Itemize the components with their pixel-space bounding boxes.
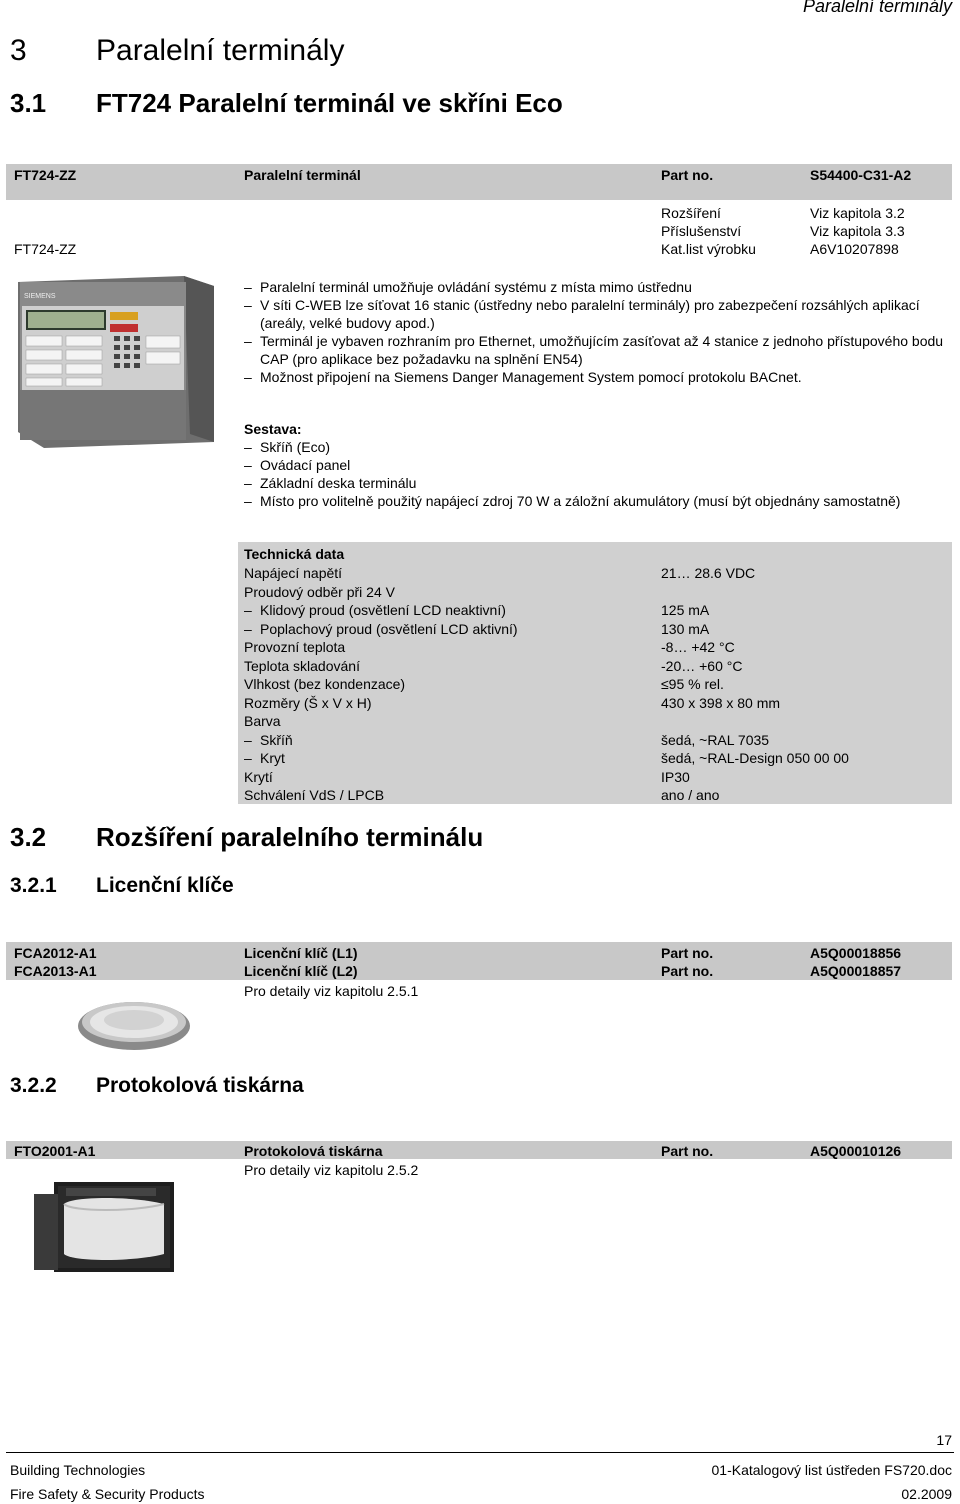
key-code-0: FCA2012-A1 (14, 945, 97, 961)
tech-label: Kryt (260, 750, 285, 766)
tech-row (244, 620, 944, 638)
footer-date: 02.2009 (901, 1486, 952, 1502)
set-item-3: – Místo pro volitelně použitý napájecí zdroj 70 W a záložní akumulátory (musí být objednány samostatně) (244, 492, 934, 510)
printer-code: FTO2001-A1 (14, 1143, 96, 1159)
tech-value: 130 mA (661, 620, 710, 637)
panel-brand: SIEMENS (24, 293, 56, 300)
tech-label: Skříň (260, 731, 293, 748)
tech-value: 430 x 398 x 80 mm (661, 694, 781, 711)
subsection-title: Protokolová tiskárna (96, 1074, 304, 1097)
printer-partno-label: Part no. (661, 1143, 714, 1159)
tech-value: -20… +60 °C (661, 657, 743, 674)
meta-label-1: Příslušenství (661, 223, 742, 239)
tech-row (244, 564, 944, 582)
footer-doc-name: 01-Katalogový list ústředen FS720.doc (711, 1462, 952, 1478)
tech-row (244, 601, 944, 619)
partno-value: S54400-C31-A2 (810, 167, 912, 183)
set-title: Sestava: (244, 421, 302, 437)
meta-label-2: Kat.list výrobku (661, 241, 756, 257)
meta-value-1: Viz kapitola 3.3 (810, 223, 905, 239)
tech-label: Schválení VdS / LPCB (244, 787, 385, 803)
tech-label: Poplachový proud (osvětlení LCD aktivní) (260, 620, 518, 637)
running-head: Paralelní terminály (802, 0, 952, 16)
terminal-panel-image (14, 272, 220, 454)
tech-row (244, 786, 944, 804)
dash-marker: – (244, 750, 252, 766)
tech-label: Napájecí napětí (244, 565, 343, 581)
key-code-1: FCA2013-A1 (14, 963, 97, 979)
section-number: 3.1 (10, 88, 47, 118)
product-code-2: FT724-ZZ (14, 241, 77, 257)
tech-label: Klidový proud (osvětlení LCD neaktivní) (260, 602, 506, 618)
page-number: 17 (936, 1432, 952, 1448)
tech-label: Barva (244, 713, 281, 729)
tech-row (244, 768, 944, 786)
product-code: FT724-ZZ (14, 167, 77, 183)
tech-label: Provozní teplota (244, 639, 346, 655)
tech-label: Krytí (244, 768, 273, 785)
tech-row (244, 657, 944, 675)
tech-row (244, 583, 944, 601)
key-partno-label-0: Part no. (661, 945, 714, 961)
partno-label: Part no. (661, 167, 714, 183)
set-item-1: – Ovádací panel (244, 456, 944, 474)
footer-division: Fire Safety & Security Products (10, 1486, 205, 1502)
footer-rule (6, 1452, 954, 1453)
set-item-0: – Skříň (Eco) (244, 438, 944, 456)
tech-row (244, 749, 944, 767)
dash-marker: – (244, 731, 252, 748)
subsection-heading-3-2-2 (10, 1074, 304, 1098)
keys-note: Pro detaily viz kapitolu 2.5.1 (244, 983, 419, 999)
printer-note: Pro detaily viz kapitolu 2.5.2 (244, 1162, 419, 1178)
tech-value: IP30 (661, 768, 690, 785)
tech-value: 125 mA (661, 602, 710, 618)
meta-value-0: Viz kapitola 3.2 (810, 205, 905, 221)
printer-partno: A5Q00010126 (810, 1143, 902, 1159)
subsection-number: 3.2.2 (10, 1074, 57, 1097)
tech-row (244, 638, 944, 656)
subsection-number: 3.2.1 (10, 874, 57, 897)
dash-marker: – (244, 602, 252, 618)
section-heading-3-1 (10, 88, 563, 119)
tech-value: šedá, ~RAL 7035 (661, 731, 770, 748)
tech-title: Technická data (244, 546, 345, 562)
subsection-title: Licenční klíče (96, 874, 234, 897)
section-title: FT724 Paralelní terminál ve skříni Eco (96, 88, 563, 118)
printer-image (14, 1174, 190, 1284)
section-number: 3.2 (10, 822, 47, 852)
section-title: Rozšíření paralelního terminálu (96, 822, 484, 852)
footer-company: Building Technologies (10, 1462, 146, 1478)
set-item-2: – Základní deska terminálu (244, 474, 944, 492)
license-key-image (74, 996, 194, 1052)
tech-value: šedá, ~RAL-Design 050 00 00 (661, 750, 849, 766)
key-partno-1: A5Q00018857 (810, 963, 902, 979)
key-partno-0: A5Q00018856 (810, 945, 902, 961)
meta-label-0: Rozšíření (661, 205, 721, 221)
feature-item-0: – Paralelní terminál umožňuje ovládání systému z místa mimo ústřednu (244, 278, 944, 296)
tech-label: Vlhkost (bez kondenzace) (244, 676, 406, 692)
tech-label: Rozměry (Š x V x H) (244, 694, 372, 711)
tech-label: Proudový odběr při 24 V (244, 583, 395, 600)
tech-row (244, 731, 944, 749)
tech-row (244, 675, 944, 693)
key-desc-0: Licenční klíč (L1) (244, 945, 358, 961)
key-partno-label-1: Part no. (661, 963, 714, 979)
tech-value: ano / ano (661, 787, 720, 803)
tech-label: Teplota skladování (244, 657, 360, 674)
tech-value: ≤95 % rel. (661, 676, 724, 692)
meta-value-2: A6V10207898 (810, 241, 899, 257)
feature-item-3: – Možnost připojení na Siemens Danger Management System pomocí protokolu BACnet. (244, 368, 944, 386)
subsection-heading-3-2-1 (10, 874, 234, 898)
tech-row (244, 712, 944, 730)
tech-value: -8… +42 °C (661, 639, 735, 655)
feature-item-1: – V síti C-WEB lze síťovat 16 stanic (ústředny nebo paralelní terminály) pro zabezpečení rozsáhlých aplikací (areály, velké budovy apod.) (244, 296, 944, 332)
tech-row (244, 694, 944, 712)
product-desc: Paralelní terminál (244, 167, 361, 183)
key-desc-1: Licenční klíč (L2) (244, 963, 358, 979)
printer-desc: Protokolová tiskárna (244, 1143, 383, 1159)
feature-item-2: – Terminál je vybaven rozhraním pro Ethernet, umožňujícím zasíťovat až 4 stanice z jednoho přístupového bodu CAP (pro aplikace bez požadavku na splnění EN54) (244, 332, 944, 368)
dash-marker: – (244, 620, 252, 637)
chapter-title: Paralelní terminály (96, 34, 345, 67)
chapter-number: 3 (10, 34, 27, 67)
tech-value: 21… 28.6 VDC (661, 565, 756, 581)
section-heading-3-2 (10, 822, 483, 853)
chapter-heading (10, 34, 344, 68)
